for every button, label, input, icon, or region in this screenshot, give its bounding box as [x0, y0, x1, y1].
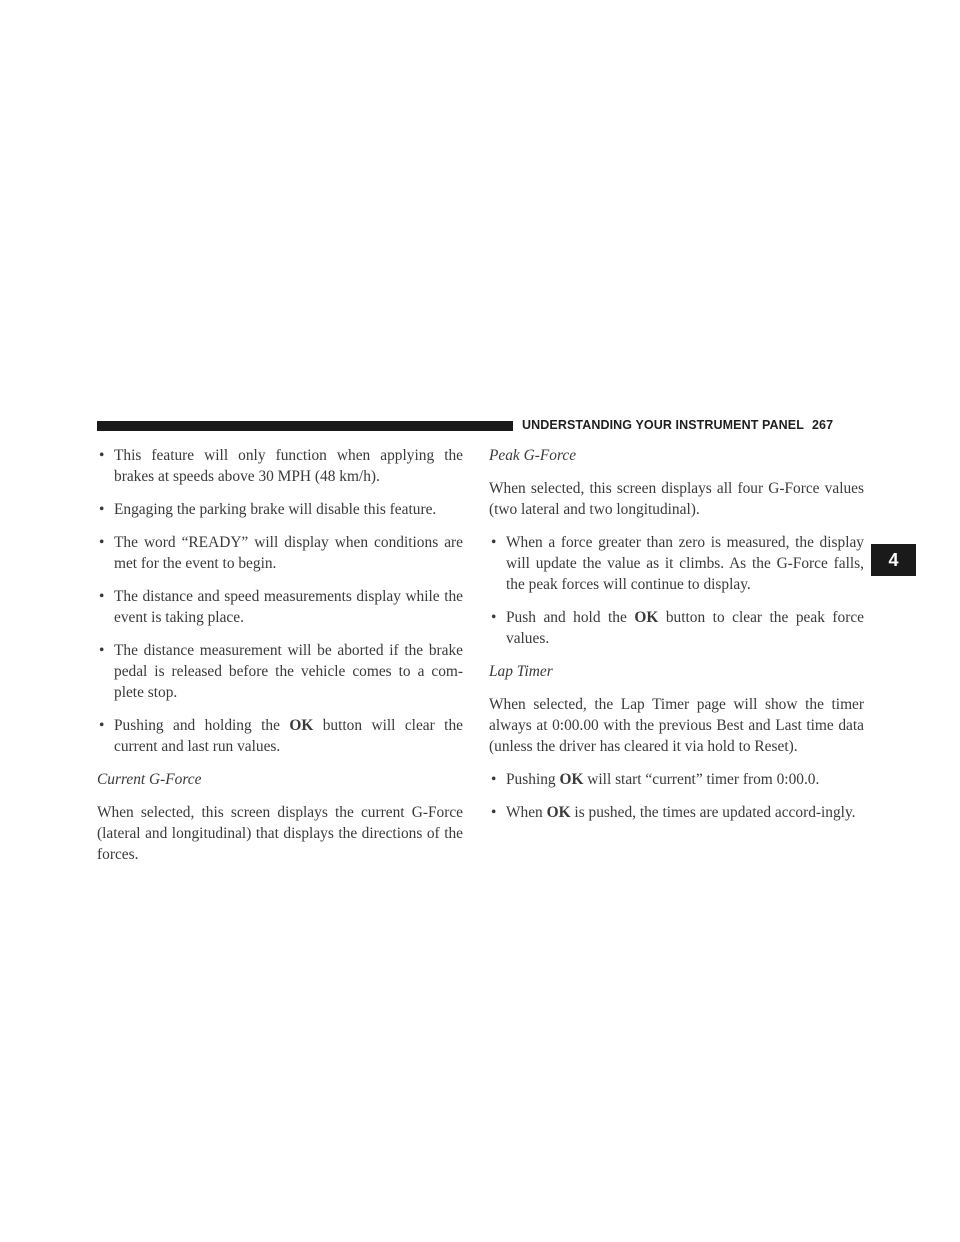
list-item: • This feature will only function when applying the brakes at speeds above 30 MPH (48 km/h). [97, 445, 463, 487]
ok-key-label: OK [559, 771, 584, 788]
lap-timer-heading: Lap Timer [489, 663, 553, 680]
right-column [489, 445, 864, 835]
current-gforce-heading: Current G-Force [97, 771, 202, 788]
chapter-tab: 4 [871, 544, 916, 576]
feature-bullet-list [97, 445, 463, 757]
peak-gforce-bullet-list [489, 532, 864, 649]
list-item: • The distance and speed measurements display while the event is taking place. [97, 586, 463, 628]
page-number: 267 [811, 418, 834, 432]
current-gforce-paragraph: When selected, this screen displays the current G-Force (lateral and longitudinal) that displays the directions of the forces. [97, 804, 463, 863]
section-title: UNDERSTANDING YOUR INSTRUMENT PANEL [522, 418, 804, 432]
list-item: • When a force greater than zero is measured, the display will update the value as it climbs. As the G-Force falls, the peak forces will continue to display. [489, 532, 864, 595]
list-item: • Push and hold the OK button to clear the peak force values. [489, 607, 864, 649]
ok-key-label: OK [634, 609, 659, 626]
lap-timer-paragraph: When selected, the Lap Timer page will show the timer always at 0:00.00 with the previous Best and Last time data (unless the driver has cleared it via hold to Reset). [489, 696, 864, 755]
peak-gforce-heading: Peak G-Force [489, 447, 577, 464]
list-item: • Pushing OK will start “current” timer from 0:00.0. [489, 769, 864, 790]
running-header [522, 418, 833, 432]
list-item: • The word “READY” will display when conditions are met for the event to begin. [97, 532, 463, 574]
list-item: • When OK is pushed, the times are updated accord-ingly. [489, 802, 864, 823]
lap-timer-bullet-list [489, 769, 864, 823]
header-rule [97, 421, 513, 431]
ok-key-label: OK [546, 804, 571, 821]
ok-key-label: OK [289, 717, 314, 734]
list-item: • Engaging the parking brake will disable this feature. [97, 499, 463, 520]
peak-gforce-paragraph: When selected, this screen displays all four G-Force values (two lateral and two longitudinal). [489, 480, 864, 518]
list-item: • The distance measurement will be aborted if the brake pedal is released before the vehicle comes to a com-plete stop. [97, 640, 463, 703]
left-column [97, 445, 463, 877]
list-item: • Pushing and holding the OK button will clear the current and last run values. [97, 715, 463, 757]
